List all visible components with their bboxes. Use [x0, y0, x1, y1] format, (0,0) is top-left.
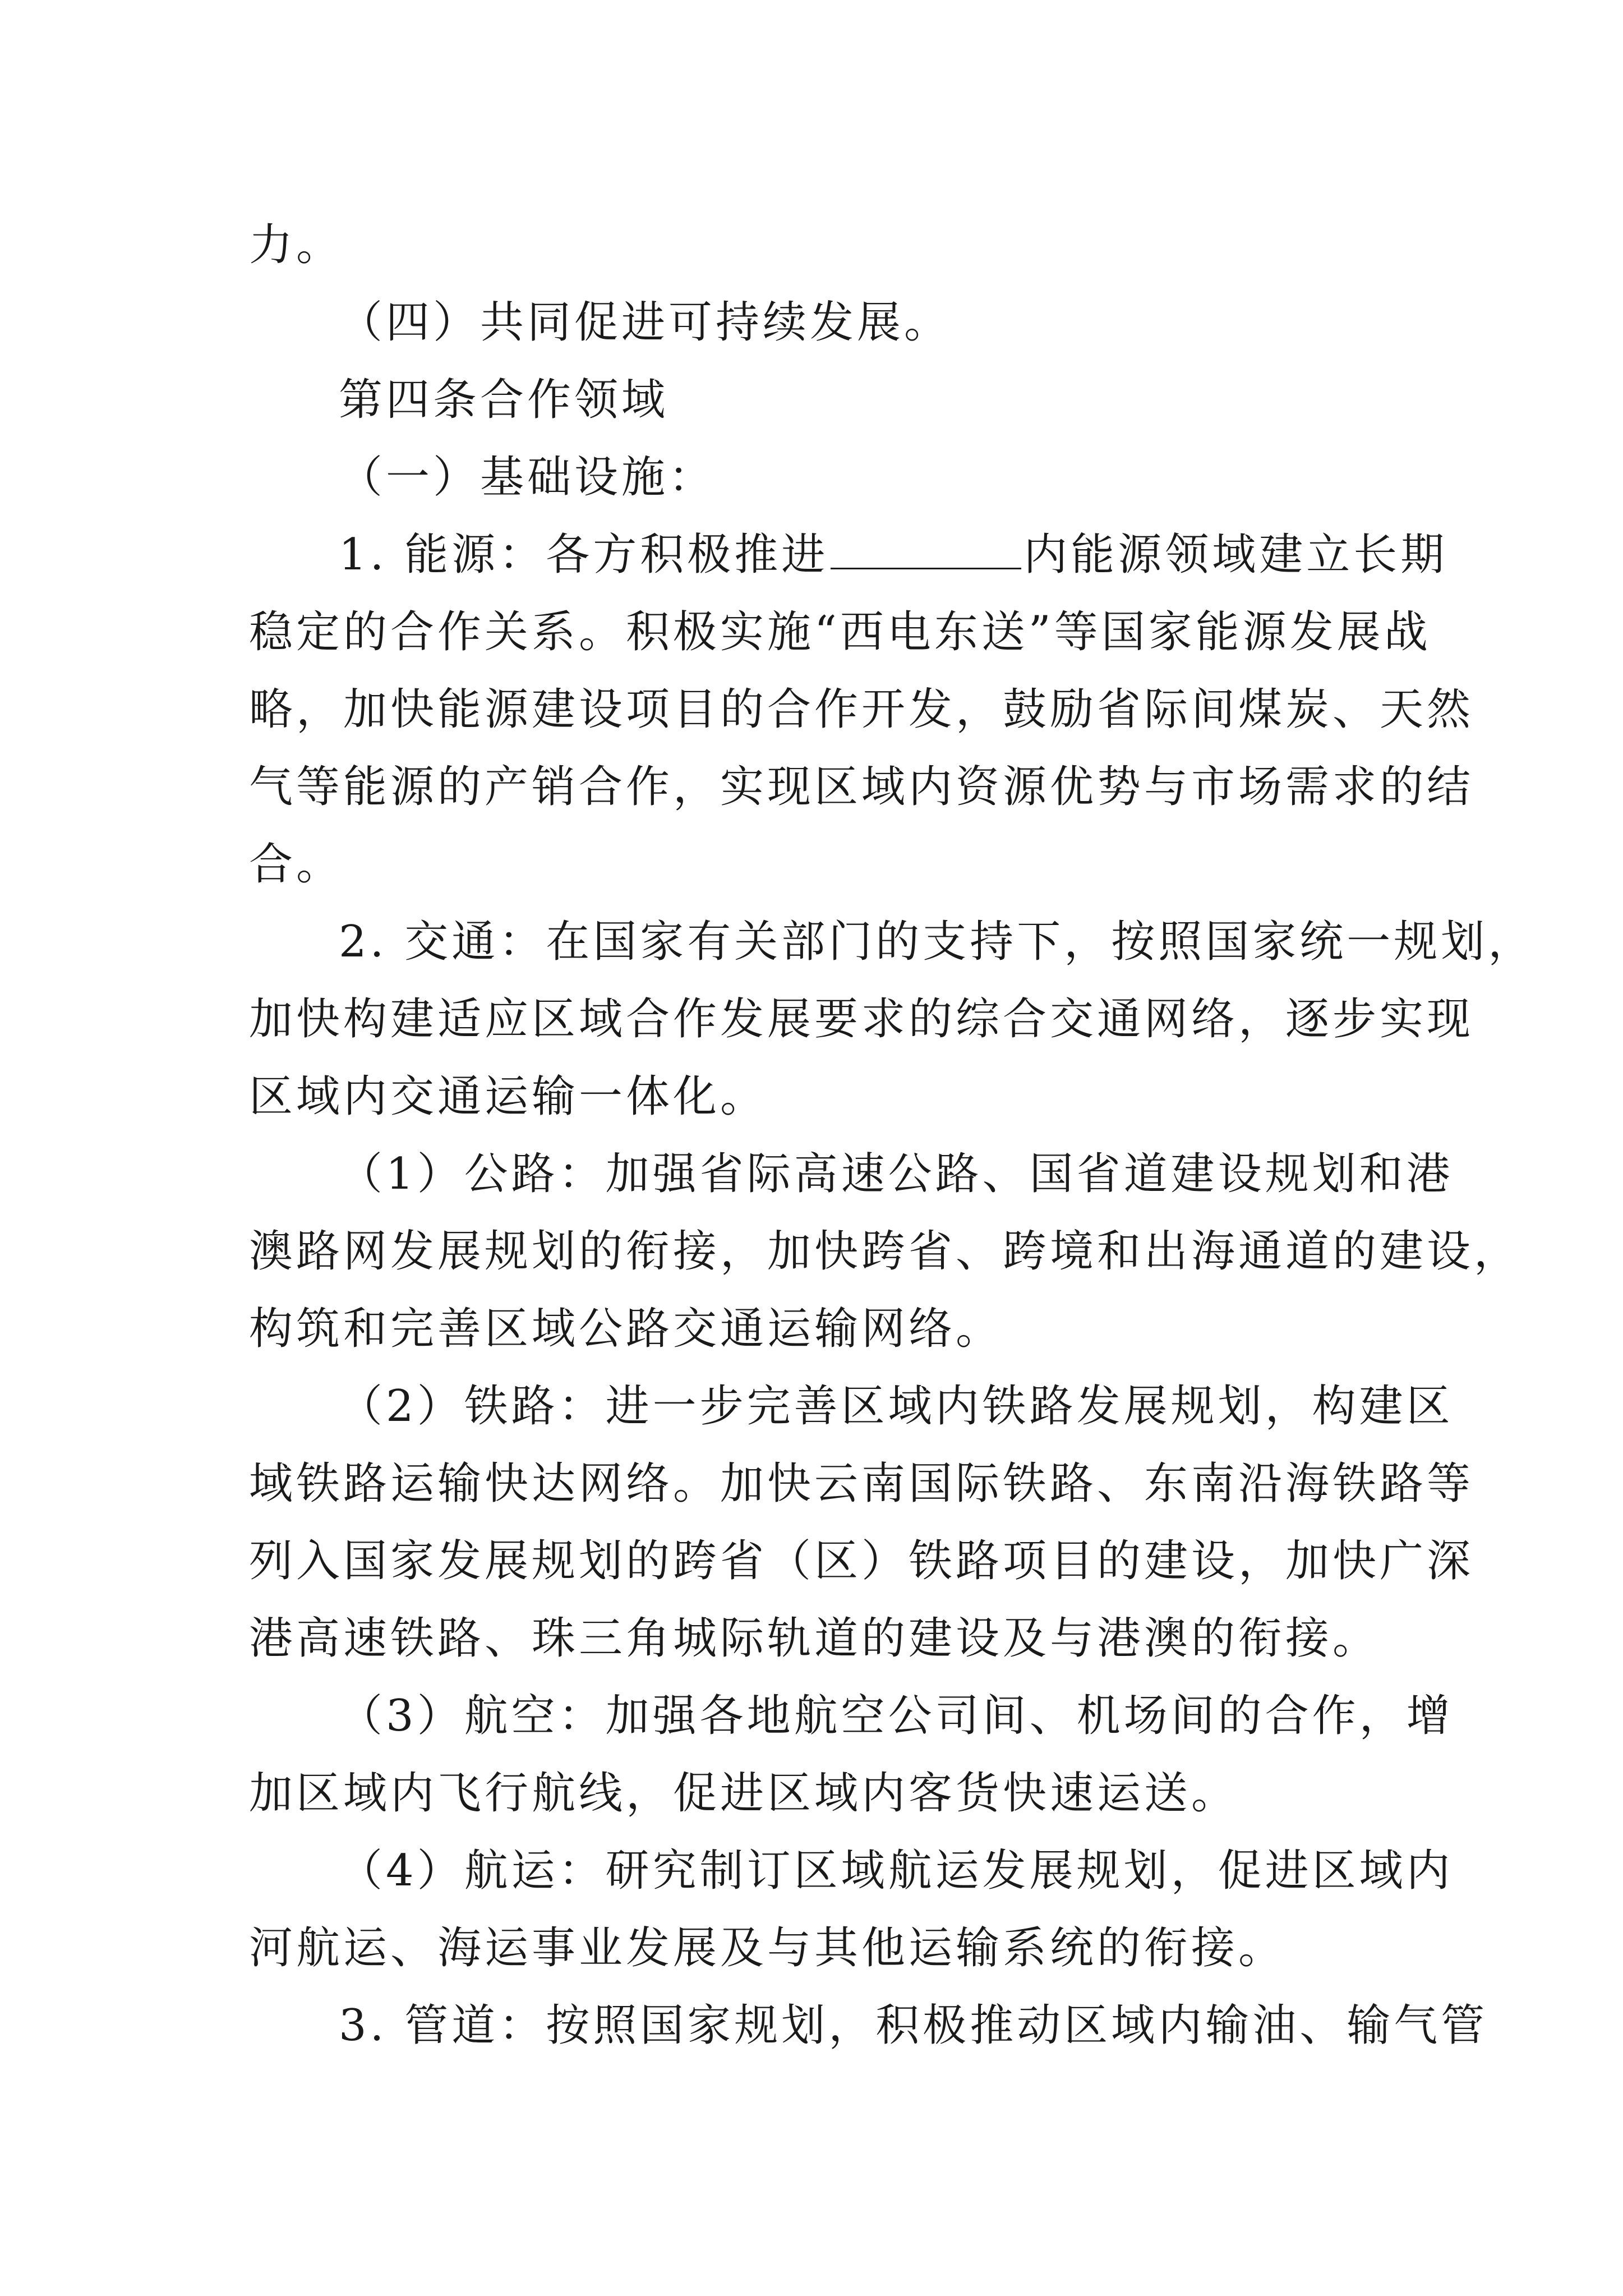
- text-line: 气等能源的产销合作，实现区域内资源优势与市场需求的结: [249, 762, 1474, 812]
- text-line: 列入国家发展规划的跨省（区）铁路项目的建设，加快广深: [249, 1536, 1474, 1586]
- text-line: 稳定的合作关系。积极实施“西电东送”等国家能源发展战: [249, 607, 1431, 657]
- text-segment: 内能源领域建立长期: [1023, 530, 1448, 580]
- text-line: 河航运、海运事业发展及与其他运输系统的衔接。: [249, 1923, 1286, 1973]
- text-line: 区域内交通运输一体化。: [249, 1071, 768, 1122]
- text-segment: 1. 能源：各方积极推进: [339, 530, 829, 580]
- text-line: 澳路网发展规划的衔接，加快跨省、跨境和出海通道的建设，: [249, 1226, 1521, 1277]
- text-line: 加快构建适应区域合作发展要求的综合交通网络，逐步实现: [249, 994, 1474, 1045]
- text-line: 港高速铁路、珠三角城际轨道的建设及与港澳的衔接。: [249, 1613, 1380, 1664]
- text-line: （4）航运：研究制订区域航运发展规划，促进区域内: [339, 1846, 1454, 1896]
- subsection-heading: （一）基础设施：: [339, 452, 716, 503]
- text-line: 力。: [249, 220, 344, 270]
- text-line: 2. 交通：在国家有关部门的支持下，按照国家统一规划，: [339, 917, 1536, 967]
- text-line: 合。: [249, 839, 344, 890]
- text-line: （3）航空：加强各地航空公司间、机场间的合作，增: [339, 1691, 1454, 1741]
- text-line: 加区域内飞行航线，促进区域内客货快速运送。: [249, 1768, 1239, 1819]
- text-line: 略，加快能源建设项目的合作开发，鼓励省际间煤炭、天然: [249, 684, 1474, 735]
- text-line: （2）铁路：进一步完善区域内铁路发展规划，构建区: [339, 1381, 1454, 1432]
- text-line: 域铁路运输快达网络。加快云南国际铁路、东南沿海铁路等: [249, 1458, 1474, 1509]
- article-heading: 第四条合作领域: [339, 375, 669, 425]
- text-line: 构筑和完善区域公路交通运输网络。: [249, 1304, 1003, 1354]
- section-heading: （四）共同促进可持续发展。: [339, 297, 952, 348]
- text-line: 3. 管道：按照国家规划，积极推动区域内输油、输气管: [339, 2000, 1488, 2051]
- text-line-with-blank: [249, 513, 1448, 597]
- text-line: （1）公路：加强省际高速公路、国省道建设规划和港: [339, 1149, 1454, 1199]
- fill-in-blank: [831, 528, 1021, 569]
